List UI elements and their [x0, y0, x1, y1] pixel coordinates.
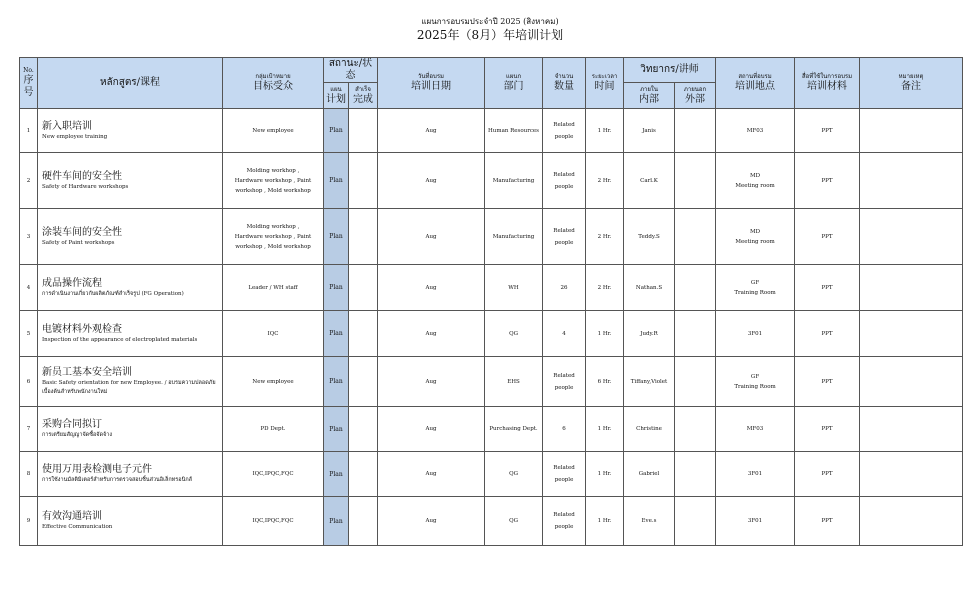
course-name-zh: 新入职培训 [42, 120, 92, 132]
course-name-zh: 成品操作流程 [42, 277, 102, 289]
course-name-en: New employee training [42, 133, 108, 140]
table-row [20, 452, 963, 497]
cell-time: 1 Hr. [586, 311, 624, 357]
header-material: สื่อที่ใช้ในการอบรม 培训材料 [795, 58, 860, 109]
cell-remark [860, 497, 963, 546]
location-line: 3F01 [747, 330, 763, 337]
cell-date: Aug [378, 265, 485, 311]
cell-qty [543, 109, 586, 153]
cell-course [38, 209, 223, 265]
location-line: Training Room [734, 289, 776, 296]
cell-material: PPT [795, 452, 860, 497]
cell-material: PPT [795, 407, 860, 452]
course-name-zh: 使用万用表检测电子元件 [42, 464, 152, 475]
cell-plan: Plan [324, 265, 349, 311]
cell-internal-trainer: Christine [624, 407, 675, 452]
location-line: MD [750, 172, 761, 179]
cell-done [349, 265, 378, 311]
header-external: ภายนอก 外部 [675, 83, 716, 109]
qty-line: people [554, 477, 574, 483]
location-line: MD [750, 228, 761, 235]
cell-course [38, 407, 223, 452]
cell-remark [860, 153, 963, 209]
cell-dept: Manufacturing [485, 209, 543, 265]
cell-target [223, 407, 324, 452]
cell-remark [860, 109, 963, 153]
cell-target [223, 109, 324, 153]
target-line: New employee [252, 378, 294, 385]
cell-external-trainer [675, 497, 716, 546]
cell-location [716, 497, 795, 546]
cell-time: 2 Hr. [586, 153, 624, 209]
course-name-en: การเตรียมสัญญาจัดซื้อจัดจ้าง [42, 432, 113, 438]
cell-plan: Plan [324, 357, 349, 407]
course-name-en: การดำเนินงานเกี่ยวกับผลิตภัณฑ์สำเร็จรูป (FG Operation) [42, 290, 184, 297]
cell-external-trainer [675, 153, 716, 209]
target-line: IQC [267, 330, 279, 337]
cell-plan: Plan [324, 209, 349, 265]
cell-external-trainer [675, 357, 716, 407]
document-title-block [0, 0, 980, 43]
table-body [20, 109, 963, 546]
cell-location [716, 407, 795, 452]
header-location: สถานที่อบรม 培训地点 [716, 58, 795, 109]
cell-date: Aug [378, 109, 485, 153]
cell-location [716, 153, 795, 209]
training-plan-table [19, 57, 963, 546]
cell-done [349, 407, 378, 452]
cell-dept: QG [485, 311, 543, 357]
cell-time: 1 Hr. [586, 497, 624, 546]
cell-plan: Plan [324, 497, 349, 546]
cell-qty [543, 452, 586, 497]
cell-target [223, 311, 324, 357]
cell-dept: EHS [485, 357, 543, 407]
cell-qty [543, 209, 586, 265]
qty-line: Related [553, 465, 575, 471]
course-name-en: Basic Safety orientation for new Employee. / อบรมความปลอดภัยเบื้องต้นสำหรับพนักงานใหม่ [42, 380, 216, 395]
cell-course [38, 109, 223, 153]
table-row [20, 407, 963, 452]
table-row [20, 153, 963, 209]
title-thai: แผนการอบรมประจำปี 2025 (สิงหาคม) [421, 17, 559, 26]
cell-date: Aug [378, 452, 485, 497]
header-plan: แผน 计划 [324, 83, 349, 109]
course-name-en: Effective Communication [42, 524, 113, 530]
cell-dept: QG [485, 497, 543, 546]
cell-no: 7 [20, 407, 38, 452]
course-name-zh: 新员工基本安全培训 [42, 367, 132, 378]
cell-remark [860, 209, 963, 265]
cell-course [38, 153, 223, 209]
cell-dept: QG [485, 452, 543, 497]
cell-remark [860, 407, 963, 452]
table-row [20, 311, 963, 357]
cell-dept: Purchasing Dept. [485, 407, 543, 452]
qty-line: Related [553, 171, 575, 178]
course-name-zh: 硬件车间的安全性 [42, 170, 122, 182]
cell-target [223, 153, 324, 209]
cell-date: Aug [378, 209, 485, 265]
cell-no: 3 [20, 209, 38, 265]
cell-material: PPT [795, 357, 860, 407]
cell-date: Aug [378, 407, 485, 452]
target-line: PD Dept. [260, 426, 286, 432]
cell-external-trainer [675, 452, 716, 497]
cell-no: 6 [20, 357, 38, 407]
qty-line: people [554, 133, 574, 140]
cell-material: PPT [795, 265, 860, 311]
header-internal: ภายใน 内部 [624, 83, 675, 109]
cell-remark [860, 452, 963, 497]
cell-external-trainer [675, 209, 716, 265]
cell-target [223, 452, 324, 497]
table-row [20, 265, 963, 311]
cell-qty [543, 311, 586, 357]
cell-qty [543, 357, 586, 407]
qty-line: Related [553, 227, 575, 234]
cell-no: 4 [20, 265, 38, 311]
cell-qty [543, 153, 586, 209]
qty-line: Related [553, 512, 575, 518]
cell-internal-trainer: Carl.K [624, 153, 675, 209]
cell-course [38, 452, 223, 497]
target-line: Hardware workshop , Paint [234, 177, 312, 184]
cell-done [349, 452, 378, 497]
cell-done [349, 153, 378, 209]
qty-line: 26 [560, 284, 568, 291]
cell-plan: Plan [324, 407, 349, 452]
cell-internal-trainer: Nathan.S [624, 265, 675, 311]
course-name-zh: 有效沟通培训 [42, 511, 102, 522]
table-row [20, 109, 963, 153]
location-line: 3F01 [747, 518, 763, 524]
course-name-zh: 涂装车间的安全性 [42, 226, 122, 238]
qty-line: Related [553, 372, 575, 379]
cell-date: Aug [378, 497, 485, 546]
header-dept: แผนก 部门 [485, 58, 543, 109]
location-line: 3F01 [747, 471, 763, 477]
cell-done [349, 109, 378, 153]
table-row [20, 497, 963, 546]
cell-course [38, 265, 223, 311]
cell-location [716, 209, 795, 265]
course-name-en: Safety of Hardware workshops [42, 183, 129, 190]
cell-material: PPT [795, 497, 860, 546]
cell-time: 6 Hr. [586, 357, 624, 407]
cell-course [38, 497, 223, 546]
cell-time: 2 Hr. [586, 209, 624, 265]
cell-target [223, 357, 324, 407]
cell-target [223, 497, 324, 546]
cell-plan: Plan [324, 452, 349, 497]
cell-material: PPT [795, 109, 860, 153]
target-line: Molding workhop , [246, 167, 300, 174]
cell-remark [860, 357, 963, 407]
location-line: GF [750, 373, 760, 380]
course-name-en: Safety of Paint workshops [42, 239, 115, 246]
course-name-zh: 采购合同拟订 [42, 419, 102, 430]
cell-dept: Manufacturing [485, 153, 543, 209]
qty-line: people [554, 384, 574, 391]
cell-external-trainer [675, 407, 716, 452]
cell-qty [543, 407, 586, 452]
header-course: หลักสูตร/课程 [38, 58, 223, 109]
cell-date: Aug [378, 311, 485, 357]
target-line: IQC,IPQC,FQC [252, 471, 294, 477]
cell-done [349, 357, 378, 407]
cell-no: 8 [20, 452, 38, 497]
cell-target [223, 265, 324, 311]
course-name-en: การใช้งานมัลติมิเตอร์สำหรับการตรวจสอบชิ้นส่วนอิเล็กทรอนิกส์ [42, 477, 193, 483]
cell-internal-trainer: Gabriel [624, 452, 675, 497]
cell-done [349, 209, 378, 265]
cell-qty [543, 265, 586, 311]
qty-line: people [554, 183, 574, 190]
location-line: GF [750, 279, 760, 286]
title-chinese: 2025年（8月）年培训计划 [416, 28, 564, 42]
table-row [20, 357, 963, 407]
cell-qty [543, 497, 586, 546]
cell-remark [860, 311, 963, 357]
cell-material: PPT [795, 153, 860, 209]
cell-date: Aug [378, 357, 485, 407]
cell-location [716, 311, 795, 357]
cell-plan: Plan [324, 311, 349, 357]
qty-line: 6 [562, 426, 566, 432]
cell-course [38, 311, 223, 357]
cell-external-trainer [675, 109, 716, 153]
cell-external-trainer [675, 311, 716, 357]
table-row [20, 209, 963, 265]
header-target: กลุ่มเป้าหมาย 目标受众 [223, 58, 324, 109]
cell-no: 9 [20, 497, 38, 546]
target-line: IQC,IPQC,FQC [252, 518, 294, 524]
cell-internal-trainer: Eve.s [624, 497, 675, 546]
table-header [20, 58, 963, 109]
cell-material: PPT [795, 209, 860, 265]
cell-no: 1 [20, 109, 38, 153]
cell-remark [860, 265, 963, 311]
location-line: Meeting room [735, 182, 775, 189]
cell-no: 2 [20, 153, 38, 209]
cell-course [38, 357, 223, 407]
course-name-zh: 电镀材料外观检查 [42, 323, 122, 335]
target-line: Molding workhop , [246, 223, 300, 230]
target-line: Leader / WH staff [248, 284, 298, 291]
location-line: Training Room [734, 383, 776, 390]
cell-location [716, 265, 795, 311]
cell-no: 5 [20, 311, 38, 357]
cell-location [716, 357, 795, 407]
header-trainer: วิทยากร/讲师 [624, 58, 716, 83]
cell-location [716, 109, 795, 153]
cell-internal-trainer: Janis [624, 109, 675, 153]
cell-date: Aug [378, 153, 485, 209]
qty-line: Related [553, 121, 575, 128]
cell-time: 1 Hr. [586, 452, 624, 497]
qty-line: people [554, 239, 574, 246]
cell-time: 1 Hr. [586, 407, 624, 452]
cell-time: 2 Hr. [586, 265, 624, 311]
header-qty: จำนวน 数量 [543, 58, 586, 109]
course-name-en: Inspection of the appearance of electroplated materials [42, 336, 198, 343]
location-line: MF03 [746, 426, 764, 432]
cell-done [349, 311, 378, 357]
cell-plan: Plan [324, 109, 349, 153]
cell-target [223, 209, 324, 265]
header-status: สถานะ/状态 [324, 58, 378, 83]
cell-time: 1 Hr. [586, 109, 624, 153]
cell-internal-trainer: Teddy.S [624, 209, 675, 265]
cell-material: PPT [795, 311, 860, 357]
location-line: MF03 [746, 127, 764, 134]
header-date: วันที่อบรม 培训日期 [378, 58, 485, 109]
cell-internal-trainer: Tiffany,Violet [624, 357, 675, 407]
cell-dept: Human Resources [485, 109, 543, 153]
qty-line: people [554, 524, 574, 530]
target-line: Hardware workshop , Paint [234, 233, 312, 240]
target-line: workshop , Mold workshop [235, 187, 311, 194]
cell-internal-trainer: Judy.R [624, 311, 675, 357]
cell-location [716, 452, 795, 497]
qty-line: 4 [562, 330, 566, 337]
target-line: New employee [252, 127, 294, 134]
header-remark: หมายเหตุ 备注 [860, 58, 963, 109]
header-no: No. 序号 [20, 58, 38, 109]
cell-external-trainer [675, 265, 716, 311]
cell-done [349, 497, 378, 546]
cell-plan: Plan [324, 153, 349, 209]
target-line: workshop , Mold workshop [235, 243, 311, 250]
cell-dept: WH [485, 265, 543, 311]
header-done: สำเร็จ 完成 [349, 83, 378, 109]
header-time: ระยะเวลา 时间 [586, 58, 624, 109]
location-line: Meeting room [735, 238, 775, 245]
